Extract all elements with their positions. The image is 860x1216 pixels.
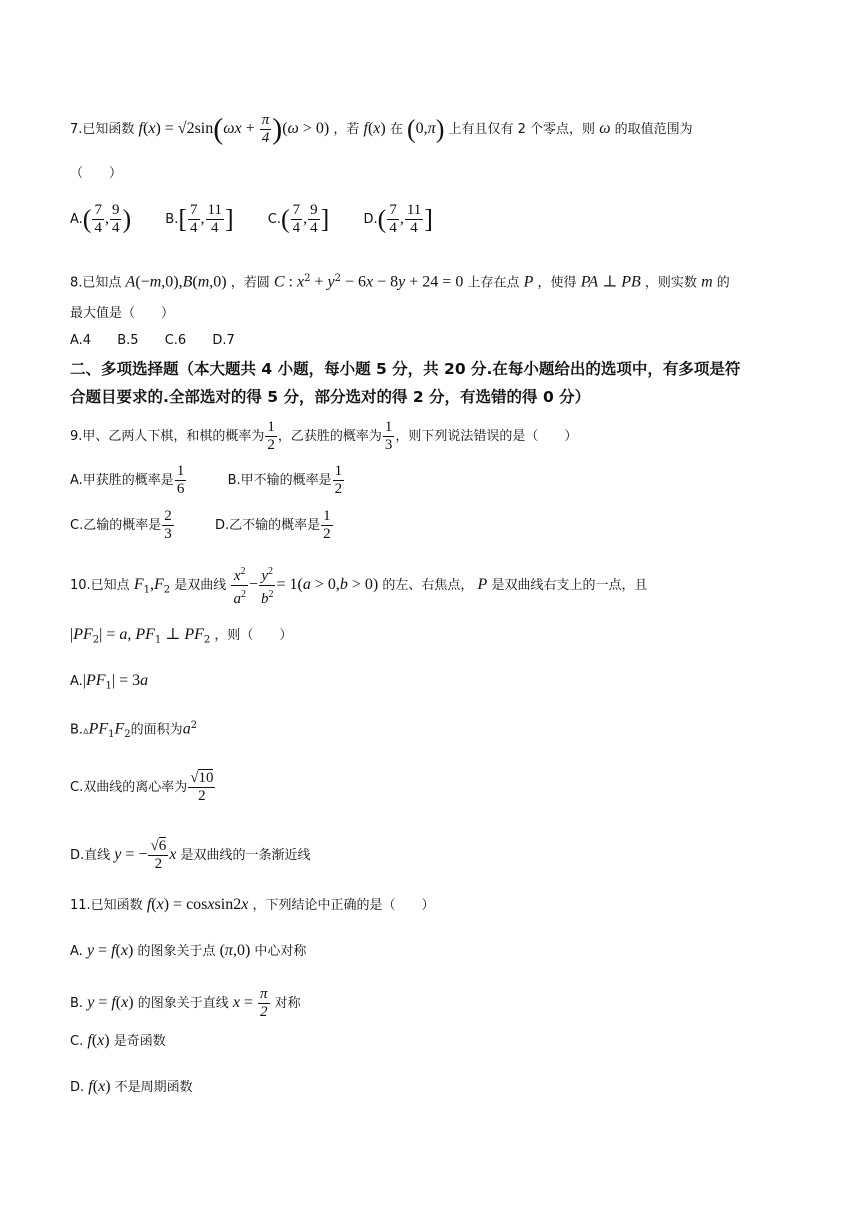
q7-stem: 7.已知函数 f(x) = √2sin(ωx + $\frac{\pi}{4}$ )(ω > 0) ，若 f(x) 在 (0,π) 上有且仅有 2 个零点，则 ω 的取值范围为 (70, 112, 693, 146)
q7-options (70, 202, 463, 237)
q9-option-d: D.乙不输的概率是 $\frac{1}{2}$ (215, 508, 331, 542)
q11-stem: 11.已知函数 f(x) = cosxsin2x ，下列结论中正确的是（ ） (70, 896, 435, 913)
q11-option-c: C. f(x) 是奇函数 (70, 1032, 166, 1049)
section-heading-line1: 二、多项选择题（本大题共 4 小题，每小题 5 分，共 20 分.在每小题给出的选项中，有多项是符 (70, 360, 741, 378)
q9-stem: 9.甲、乙两人下棋，和棋的概率为 $\frac{1}{2}$ ，乙获胜的概率为 $\frac{1}{3}$ ，则下列说法错误的是（ ） (70, 419, 578, 453)
q7-option-d: D.( $\frac{7}{4}$ , $\frac{11}{4}$ ] (363, 202, 433, 236)
q10-line2: $|PF_2| = a$, $PF_1$ ⊥ $PF_2$ ，则（ ） (70, 626, 293, 646)
q7-paren: （ ） (70, 166, 123, 181)
q8-stem: 8.已知点 A(−m,0),B(m,0) ，若圆 C : $x^2 + y^2 - 6x - 8y + 24 = 0$ 上存在点 P ，使得 PA ⊥ PB ，则实数 m 的 (70, 273, 730, 291)
q7-option-b: B.[ $\frac{7}{4}$ , $\frac{11}{4}$ ] (165, 202, 234, 236)
q9-option-a: A.甲获胜的概率是 $\frac{1}{6}$ (70, 463, 185, 497)
q9-options-cd (70, 508, 334, 543)
q10-option-d: D.直线 y = − $\frac{√6}{2}$ x 是双曲线的一条渐近线 (70, 838, 311, 872)
q10-option-c: C.双曲线的离心率为 $\frac{√10}{2}$ (70, 770, 214, 804)
section-heading-line2: 合题目要求的.全部选对的得 5 分，部分选对的得 2 分，有选错的得 0 分） (70, 388, 591, 406)
q10-option-b: $B.▵PF_1F_2$的面积为$a^2$ (70, 720, 198, 740)
q7-option-a: A.( $\frac{7}{4}$ , $\frac{9}{4}$ ) (70, 202, 132, 236)
q8-line2: 最大值是（ ） (70, 306, 175, 321)
q9-option-b: B.甲不输的概率是 $\frac{1}{2}$ (227, 463, 343, 497)
q11-option-b: B. y = f(x) 的图象关于直线 x = $\frac{\pi}{2}$ 对称 (70, 986, 301, 1020)
q8-options: A.4 B.5 C.6 D.7 (70, 333, 235, 348)
q9-options-ab (70, 463, 345, 498)
q7-option-c: C.( $\frac{7}{4}$ , $\frac{9}{4}$ ] (267, 202, 330, 236)
q11-option-a: A. y = f(x) 的图象关于点 (π,0) 中心对称 (70, 942, 307, 959)
q9-option-c: C.乙输的概率是 $\frac{2}{3}$ (70, 508, 172, 542)
q10-option-a: $A.|PF_1| = 3a$ (70, 672, 149, 692)
q11-option-d: D. f(x) 不是周期函数 (70, 1078, 193, 1095)
q10-stem: 10.已知点 $F_1,F_2$ 是双曲线 $\frac{x^2}{a^2}$ − $\frac{y^2}{b^2}$ = 1(a > 0,b > 0) 的左、右焦点， P 是双曲线右支上的一点，且 (70, 563, 647, 608)
